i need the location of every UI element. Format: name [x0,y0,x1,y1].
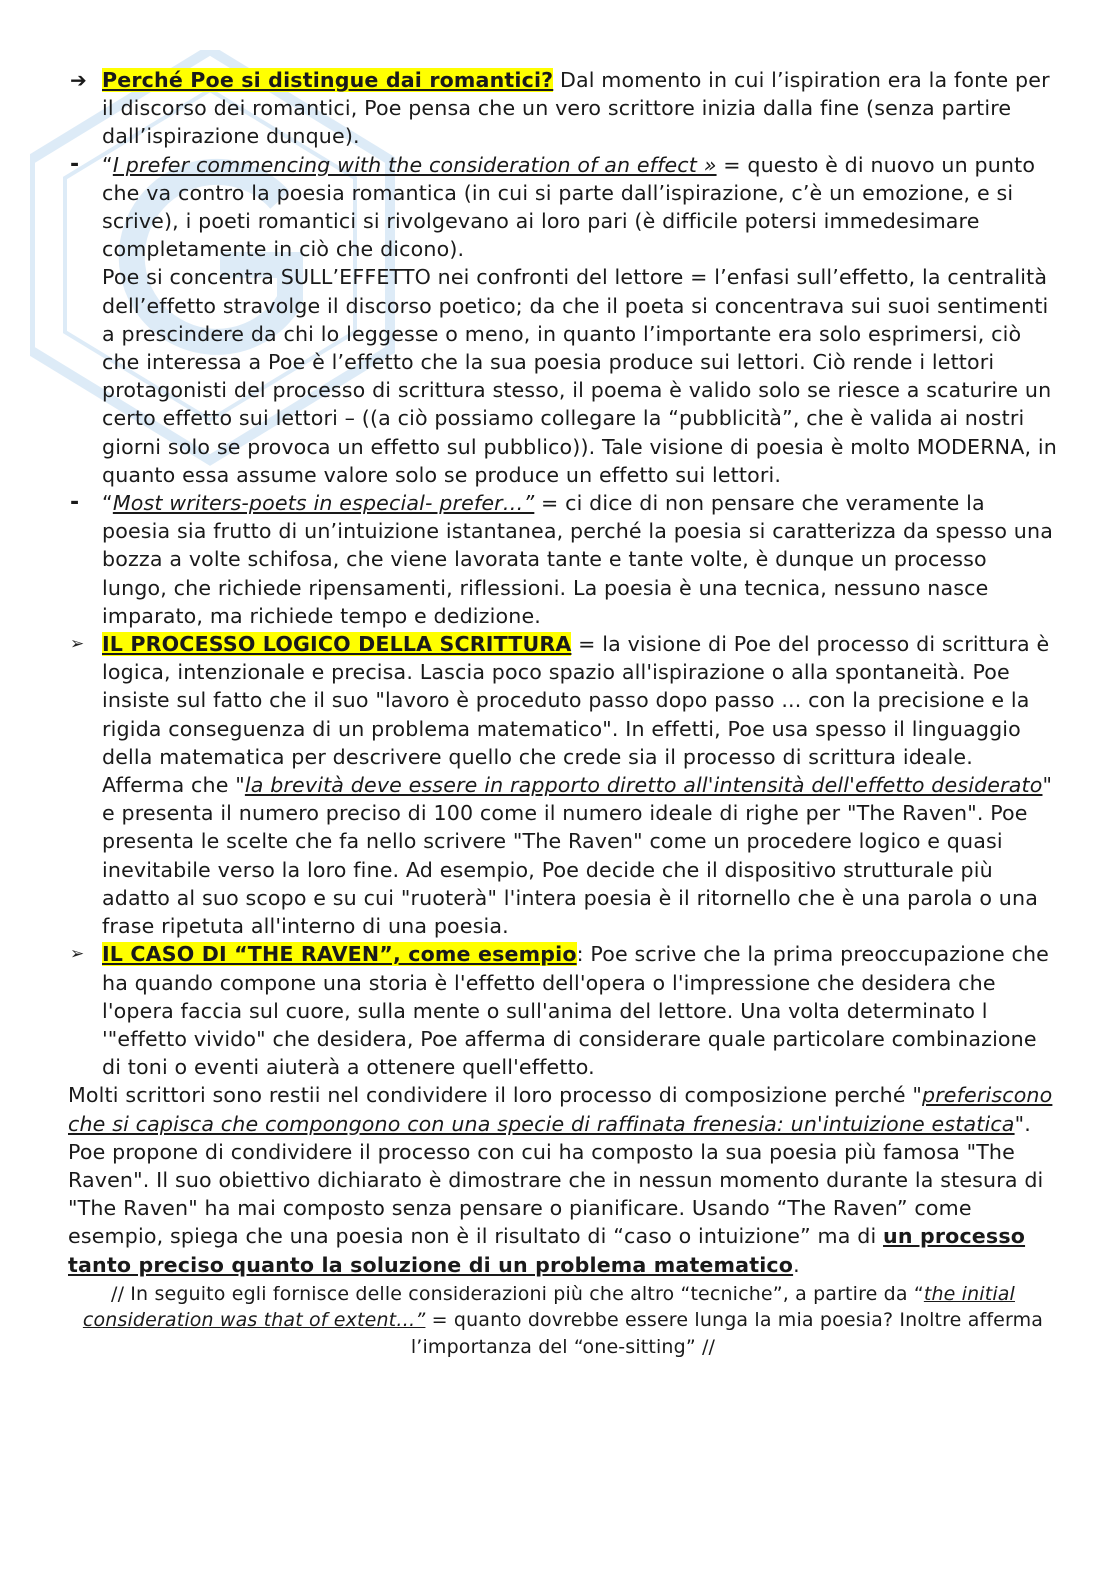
arrow-bullet-icon: ➔ [70,68,87,92]
paragraph-text: Molti scrittori sono restii nel condividere il loro processo di composizione perché " [68,1083,922,1108]
section-most-writers [68,489,1058,630]
quote-open: “ [102,152,113,177]
section-quote: I prefer commencing with the consideration of an effect » [112,152,717,177]
paragraph-emphasis: un processo tanto preciso quanto la soluzione di un problema matematico [68,1224,1026,1277]
dash-bullet-icon: - [70,490,80,516]
section-body [102,151,1058,264]
section-quote: la brevità deve essere in rapporto diretto all'intensità dell'effetto desiderato [244,773,1043,798]
section-body [102,940,1058,1081]
paragraph-text-continued: ". Poe propone di condividere il processo con cui ha composto la sua poesia più famosa "The Raven". Il suo obiettivo dichiarato è dimostrare che in nessun momento durante la stesura di "The Raven" ha mai composto senza pensare o pianificare. Usando “The Raven” come esempio, spiega che una poesia non è il risultato di “caso o intuizione” ma di [68,1111,1044,1249]
body-paragraph [68,1081,1058,1278]
section-quote: Most writers-poets in especial- prefer…” [112,491,535,516]
paragraph-text-end: . [793,1252,800,1277]
note-text: // In seguito egli fornisce delle considerazioni più che altro “tecniche”, a partire da “ [111,1282,924,1305]
section-text: Dal momento in cui l’ispiration era la fonte per il discorso dei romantici, Poe pensa che un vero scrittore inizia dalla fine (senza partire dall’ispirazione dunque). [102,68,1050,149]
section-body [102,630,1058,940]
section-text: = ci dice di non pensare che veramente la poesia sia frutto di un’intuizione istantanea, perché la poesia si caratterizza da spesso una bozza a volte schifosa, che viene lavorata tante e tante volte, è dunque un processo lungo, che richiede ripensamenti, riflessioni. La poesia è una tecnica, nessuno nasce imparato, ma richiede tempo e dedizione. [102,491,1053,628]
section-poe-vs-romantics [68,66,1058,151]
section-logical-process [68,630,1058,940]
section-body [102,489,1058,630]
triangle-bullet-icon: ➢ [70,944,85,965]
document-content [68,66,1058,1361]
note-text-continued: = quanto dovrebbe essere lunga la mia poesia? Inoltre afferma l’importanza del “one-sitting” // [410,1309,1044,1358]
section-the-raven-case [68,940,1058,1081]
section-body-continued: Poe si concentra SULL’EFFETTO nei confronti del lettore = l’enfasi sull’effetto, la centralità dell’effetto stravolge il discorso poetico; da che il poeta si concentrava sui suoi sentimenti a prescindere da chi lo leggesse o meno, in quanto l’importante era solo esprimersi, ciò che interessa a Poe è l’effetto che la sua poesia produce sui lettori. Ciò rende i lettori protagonisti del processo di scrittura stesso, il poema è valido solo se riesce a scaturire un certo effetto sui lettori – ((a ciò possiamo collegare la “pubblicità”, che è valida ai nostri giorni solo se provoca un effetto sul pubblico)). Tale visione di poesia è molto MODERNA, in quanto essa assume valore solo se produce un effetto sui lettori. [102,265,1057,487]
note-quote: the initial consideration was that of extent…” [82,1282,1015,1332]
triangle-bullet-icon: ➢ [70,634,85,655]
section-text-continued: " e presenta il numero preciso di 100 come il numero ideale di righe per "The Raven". Poe presenta le scelte che fa nello scrivere "The Raven" come un procedere logico e quasi inevitabile verso la loro fine. Ad esempio, Poe decide che il dispositivo strutturale più adatto al suo scopo e su cui "ruoterà" l'intera poesia è il ritornello che è una parola o una frase ripetuta all'interno di una poesia. [102,773,1053,939]
section-heading: IL PROCESSO LOGICO DELLA SCRITTURA [102,632,572,657]
section-text: : Poe scrive che la prima preoccupazione che ha quando compone una storia è l'effetto dell'opera o l'impressione che desidera che l'opera faccia sul cuore, sulla mente o sull'anima del lettore. Una volta determinato l '"effetto vivido" che desidera, Poe afferma di considerare quale particolare combinazione di toni o eventi aiuterà a ottenere quell'effetto. [102,942,1050,1080]
section-heading: IL CASO DI “THE RAVEN”, come esempio [102,942,577,967]
paragraph-quote: preferiscono che si capisca che compongono con una specie di raffinata frenesia: un'intuizione estatica [68,1083,1053,1136]
dash-bullet-icon: - [70,151,80,177]
quote-open: “ [102,491,113,516]
closing-note [68,1281,1058,1361]
section-body [102,66,1058,151]
section-text: = la visione di Poe del processo di scrittura è logica, intenzionale e precisa. Lascia poco spazio all'ispirazione o alla spontaneità. Poe insiste sul fatto che il suo "lavoro è proceduto passo dopo passo ... con la precisione e la rigida conseguenza di un problema matematico". In effetti, Poe usa spesso il linguaggio della matematica per descrivere quello che crede sia il processo di scrittura ideale. Afferma che " [102,632,1050,798]
section-heading: Perché Poe si distingue dai romantici? [102,68,554,92]
section-commencing-effect [68,151,1058,489]
section-text: = questo è di nuovo un punto che va contro la poesia romantica (in cui si parte dall’ispirazione, c’è un emozione, e si scrive), i poeti romantici si rivolgevano ai loro pari (è difficile potersi immedesimare completamente in ciò che dicono). [102,152,1036,262]
